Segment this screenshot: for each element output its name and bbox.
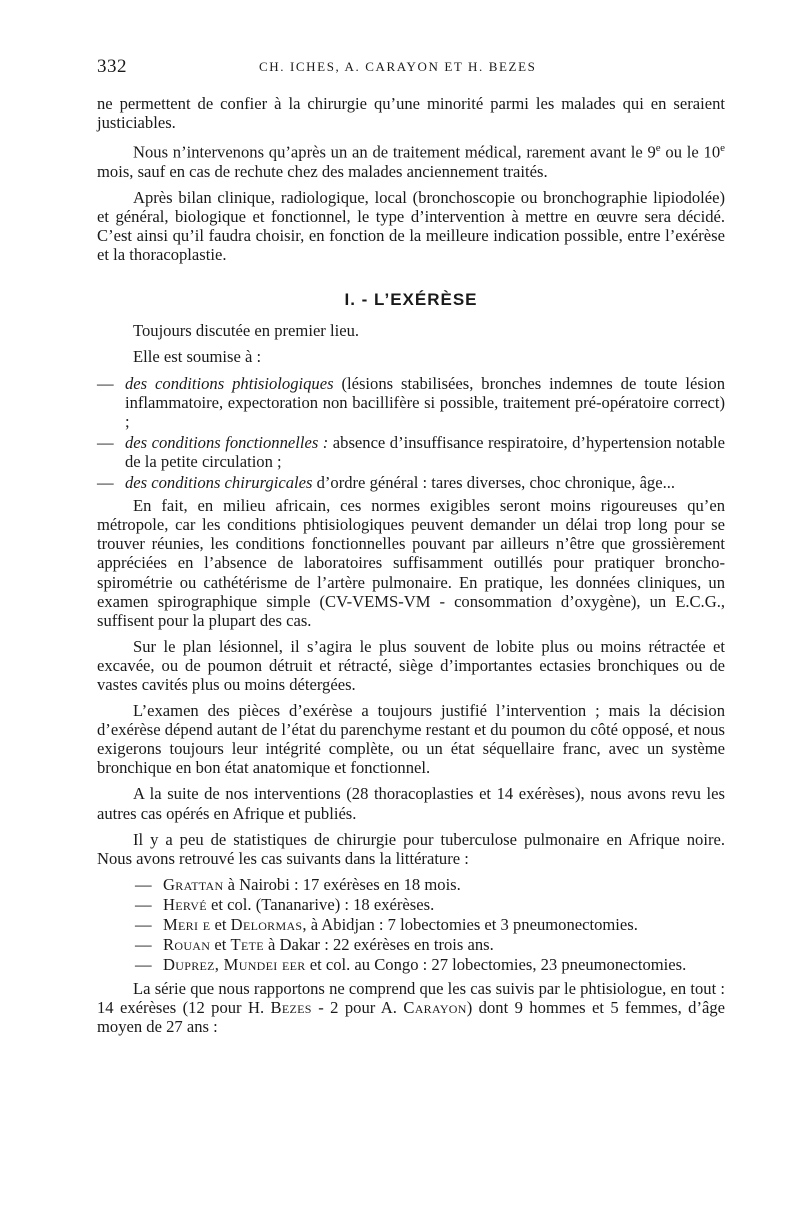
paragraph: A la suite de nos interventions (28 thoracoplasties et 14 exérèses), nous avons revu les autres cas opérés en Afrique et publiés. bbox=[97, 784, 725, 823]
paragraph: Elle est soumise à : bbox=[133, 347, 262, 367]
list-item: — des conditions phtisiologiques (lésions stabilisées, bronches indemnes de toute lésion inflammatoire, expectoration non bacillifère si possible, traitement pré-opératoire correct) ; bbox=[97, 373, 725, 431]
page-header bbox=[97, 56, 725, 80]
page-number: 332 bbox=[97, 56, 127, 77]
paragraph: La série que nous rapportons ne comprend que les cas suivis par le phtisiologue, en tout : 14 exérèses (12 pour H. Bezes - 2 pour A. Carayon) dont 9 hommes et 5 femmes, d’âge moyen de 27 ans : bbox=[97, 979, 725, 1037]
paragraph: Après bilan clinique, radiologique, local (bronchoscopie ou bronchographie lipiodolée) et général, biologique et fonctionnel, le type d’intervention à mettre en œuvre sera décidé. C’est ainsi qu’il faudra choisir, en fonction de la meilleure indication possible, entre l’exérèse et la thoracoplastie. bbox=[97, 187, 725, 265]
running-title: CH. ICHES, A. CARAYON ET H. BEZES bbox=[259, 59, 537, 74]
paragraph: Il y a peu de statistiques de chirurgie pour tuberculose pulmonaire en Afrique noire. Nous avons retrouvé les cas suivants dans la littérature : bbox=[97, 829, 725, 868]
reference-item: — Hervé et col. (Tananarive) : 18 exérèses. bbox=[135, 894, 435, 914]
paragraph: En fait, en milieu africain, ces normes exigibles seront moins rigoureuses qu’en métropole, car les conditions phtisiologiques peuvent demander un délai trop long pour se trouver réunies, les conditions fonctionnelles pouvant par ailleurs n’être que grossièrement appréciées en l’absence de laboratoires suffisamment outillés pour pratiquer broncho-spirométrie ou cathétérisme de l’artère pulmonaire. En pratique, les données cliniques, un examen spirographique simple (CV-VEMS-VM - consommation d’oxygène), un E.C.G., suffisent pour la plupart des cas. bbox=[97, 496, 725, 630]
section-heading: I. - L’EXÉRÈSE bbox=[344, 290, 478, 310]
paragraph: Toujours discutée en premier lieu. bbox=[133, 321, 360, 341]
reference-item: — Rouan et Tete à Dakar : 22 exérèses en trois ans. bbox=[135, 935, 494, 955]
paragraph: Nous n’intervenons qu’après un an de traitement médical, rarement avant le 9e ou le 10e mois, sauf en cas de rechute chez des malades anciennement traités. bbox=[97, 142, 726, 181]
list-item: — des conditions fonctionnelles : absence d’insuffisance respiratoire, d’hypertension notable de la petite circulation ; bbox=[97, 432, 725, 471]
reference-item: — Duprez, Mundei eer et col. au Congo : 27 lobectomies, 23 pneumonectomies. bbox=[135, 955, 687, 975]
body-text bbox=[97, 94, 725, 1044]
reference-item: — Grattan à Nairobi : 17 exérèses en 18 mois. bbox=[135, 874, 461, 894]
list-item: — des conditions chirurgicales d’ordre général : tares diverses, choc chronique, âge... bbox=[97, 473, 676, 493]
reference-item: — Meri e et Delormas, à Abidjan : 7 lobectomies et 3 pneumonectomies. bbox=[135, 915, 638, 934]
paragraph: ne permettent de confier à la chirurgie qu’une minorité parmi les malades qui en seraient justiciables. bbox=[97, 94, 725, 133]
paragraph: Sur le plan lésionnel, il s’agira le plus souvent de lobite plus ou moins rétractée et excavée, ou de poumon détruit et rétracté, siège d’importantes ectasies bronchiques ou de vastes cavités plus ou moins détergées. bbox=[97, 636, 725, 694]
paragraph: L’examen des pièces d’exérèse a toujours justifié l’intervention ; mais la décision d’exérèse dépend autant de l’état du parenchyme restant et du poumon du côté opposé, et nous exigerons toujours leur intégrité complète, ou un état séquellaire franc, avec un système bronchique en bon état anatomique et fonctionnel. bbox=[97, 701, 725, 778]
